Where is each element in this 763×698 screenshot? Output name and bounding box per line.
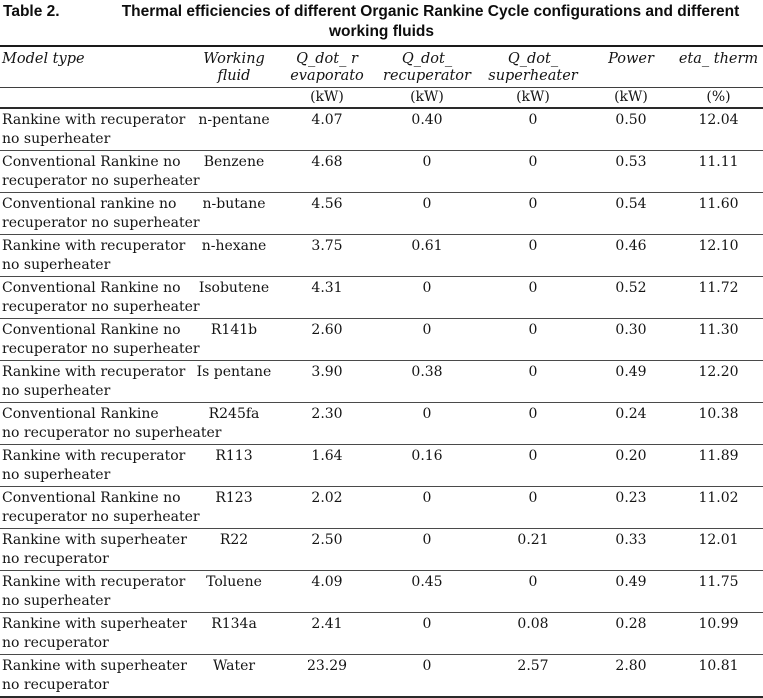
model-type-cell: [0, 487, 200, 529]
model-type-cell: [0, 151, 200, 193]
model-type-cell: [0, 403, 222, 445]
q-superheater-cell: 0: [478, 277, 588, 319]
q-recuperator-cell: 0.40: [376, 108, 478, 151]
q-evaporator-cell: 2.41: [278, 613, 376, 655]
model-type-line1: Rankine with superheater: [2, 532, 187, 548]
table-row: [0, 108, 763, 151]
table-row: [0, 403, 763, 445]
q-evaporator-cell: 4.07: [278, 108, 376, 151]
q-evaporator-cell: 4.56: [278, 193, 376, 235]
power-cell: 0.24: [588, 403, 674, 445]
table-row: [0, 529, 763, 571]
power-cell: 0.52: [588, 277, 674, 319]
power-cell: 0.30: [588, 319, 674, 361]
q-recuperator-cell: 0: [376, 151, 478, 193]
power-cell: 0.28: [588, 613, 674, 655]
eta-therm-cell: 12.01: [674, 529, 763, 571]
q-superheater-cell: 0: [478, 445, 588, 487]
column-header-q-evaporator: Q_dot_ r evaporato: [278, 46, 376, 88]
power-cell: 0.33: [588, 529, 674, 571]
q-recuperator-cell: 0: [376, 613, 478, 655]
model-type-cell: [0, 319, 200, 361]
table-row: [0, 445, 763, 487]
model-type-line1: Rankine with superheater: [2, 616, 187, 632]
eta-therm-cell: 11.72: [674, 277, 763, 319]
unit-q-recuperator: (kW): [376, 88, 478, 109]
model-type-cell: [0, 529, 190, 571]
q-recuperator-cell: 0.61: [376, 235, 478, 277]
unit-power: (kW): [588, 88, 674, 109]
eta-therm-cell: 10.99: [674, 613, 763, 655]
eta-therm-cell: 11.02: [674, 487, 763, 529]
q-evaporator-cell: 3.90: [278, 361, 376, 403]
units-row: [0, 88, 763, 109]
q-superheater-cell: 0: [478, 403, 588, 445]
q-superheater-cell: 0: [478, 151, 588, 193]
power-cell: 2.80: [615, 658, 647, 674]
working-fluid-cell: R113: [190, 445, 278, 487]
q-superheater-cell: 2.57: [517, 658, 549, 674]
q-evaporator-cell: 2.30: [278, 403, 376, 445]
eta-therm-cell: 11.60: [674, 193, 763, 235]
model-type-line1: Conventional Rankine no: [2, 490, 181, 506]
working-fluid-cell: Isobutene: [190, 277, 278, 319]
q-superheater-cell: 0: [478, 235, 588, 277]
q-evaporator-cell: 3.75: [278, 235, 376, 277]
q-evaporator-cell: 4.09: [278, 571, 376, 613]
model-type-line2: no superheater: [2, 593, 111, 609]
q-recuperator-cell: 0: [376, 487, 478, 529]
unit-working-fluid: [190, 88, 278, 109]
eta-therm-cell: 11.30: [674, 319, 763, 361]
eta-therm-cell: 12.20: [674, 361, 763, 403]
working-fluid-cell: n-hexane: [190, 235, 278, 277]
caption-text-line2: working fluids: [328, 23, 435, 40]
model-type-line2: recuperator no superheater: [2, 173, 200, 189]
unit-q-evaporator: (kW): [278, 88, 376, 109]
model-type-line2: recuperator no superheater: [2, 341, 200, 357]
working-fluid-cell: R245fa: [190, 403, 278, 445]
working-fluid-cell: Water: [212, 658, 256, 674]
power-cell: 0.23: [588, 487, 674, 529]
model-type-line2: no superheater: [2, 467, 111, 483]
working-fluid-cell: R134a: [190, 613, 278, 655]
q-superheater-cell: 0.21: [478, 529, 588, 571]
model-type-line1: Rankine with recuperator: [2, 112, 186, 128]
eta-therm-cell: 10.81: [698, 658, 739, 674]
table-row: [0, 151, 763, 193]
eta-therm-cell: 10.38: [674, 403, 763, 445]
model-type-line2: no recuperator: [2, 551, 109, 567]
model-type-line2: no recuperator no superheater: [2, 425, 222, 441]
q-evaporator-cell: 23.29: [306, 658, 348, 674]
model-type-line1: Conventional rankine no: [2, 196, 177, 212]
power-cell: 0.20: [588, 445, 674, 487]
table-caption: [0, 0, 763, 42]
q-superheater-cell: 0: [478, 571, 588, 613]
q-evaporator-cell: 4.31: [278, 277, 376, 319]
power-cell: 0.53: [588, 151, 674, 193]
eta-therm-cell: 11.89: [674, 445, 763, 487]
eta-therm-cell: 11.75: [674, 571, 763, 613]
table-row: [0, 277, 763, 319]
model-type-line1: Conventional Rankine: [2, 406, 159, 422]
q-evaporator-cell: 4.68: [278, 151, 376, 193]
q-superheater-cell: 0: [478, 361, 588, 403]
model-type-line1: Rankine with recuperator: [2, 364, 186, 380]
q-superheater-cell: 0: [478, 319, 588, 361]
model-type-line2: no superheater: [2, 131, 111, 147]
model-type-line2: recuperator no superheater: [2, 215, 200, 231]
q-recuperator-cell: 0: [376, 193, 478, 235]
table-row: [0, 571, 763, 613]
working-fluid-cell: n-pentane: [190, 108, 278, 151]
working-fluid-cell: Is pentane: [190, 361, 278, 403]
model-type-line1: Rankine with recuperator: [2, 574, 186, 590]
power-cell: 0.46: [588, 235, 674, 277]
unit-eta-therm: (%): [674, 88, 763, 109]
working-fluid-cell: R123: [190, 487, 278, 529]
q-recuperator-cell: 0: [376, 529, 478, 571]
model-type-cell: [0, 655, 190, 698]
model-type-line1: Conventional Rankine no: [2, 322, 181, 338]
model-type-line1: Rankine with superheater: [2, 658, 187, 674]
power-cell: 0.54: [588, 193, 674, 235]
model-type-line2: recuperator no superheater: [2, 509, 200, 525]
power-cell: 0.49: [588, 361, 674, 403]
caption-text-line1: Thermal efficiencies of different Organic Rankine Cycle configurations and different: [121, 3, 740, 20]
q-recuperator-cell: 0: [376, 277, 478, 319]
q-superheater-cell: 0.08: [478, 613, 588, 655]
eta-therm-cell: 12.04: [674, 108, 763, 151]
working-fluid-cell: R22: [190, 529, 278, 571]
model-type-line2: no superheater: [2, 257, 111, 273]
working-fluid-cell: n-butane: [190, 193, 278, 235]
q-recuperator-cell: 0: [376, 319, 478, 361]
q-recuperator-cell: 0.45: [376, 571, 478, 613]
model-type-cell: [0, 235, 190, 277]
q-recuperator-cell: 0.38: [376, 361, 478, 403]
model-type-line2: no recuperator: [2, 635, 109, 651]
table-row: [0, 655, 763, 698]
q-recuperator-cell: 0: [422, 658, 432, 674]
model-type-line1: Rankine with recuperator: [2, 448, 186, 464]
power-cell: 0.50: [588, 108, 674, 151]
q-evaporator-cell: 1.64: [278, 445, 376, 487]
model-type-cell: [0, 108, 190, 151]
model-type-cell: [0, 361, 190, 403]
q-superheater-cell: 0: [478, 193, 588, 235]
eta-therm-cell: 12.10: [674, 235, 763, 277]
power-cell: 0.49: [588, 571, 674, 613]
column-header-eta-therm: eta_ therm: [674, 46, 763, 88]
column-header-model-type: Model type: [0, 46, 190, 88]
table-row: [0, 487, 763, 529]
column-header-q-superheater: Q_dot_ superheater: [478, 46, 588, 88]
table-row: [0, 193, 763, 235]
model-type-cell: [0, 193, 200, 235]
orc-efficiency-table: [0, 45, 763, 698]
working-fluid-cell: Benzene: [190, 151, 278, 193]
table-body: [0, 108, 763, 697]
unit-q-superheater: (kW): [478, 88, 588, 109]
table-header: [0, 46, 763, 108]
q-recuperator-cell: 0: [376, 403, 478, 445]
table-row: [0, 613, 763, 655]
model-type-cell: [0, 571, 190, 613]
table-number-label: Table 2.: [3, 3, 60, 20]
q-superheater-cell: 0: [478, 487, 588, 529]
model-type-cell: [0, 613, 190, 655]
model-type-line2: recuperator no superheater: [2, 299, 200, 315]
model-type-cell: [0, 445, 190, 487]
column-header-q-recuperator: Q_dot_ recuperator: [376, 46, 478, 88]
model-type-line2: no recuperator: [2, 677, 109, 693]
q-evaporator-cell: 2.02: [278, 487, 376, 529]
model-type-cell: [0, 277, 200, 319]
model-type-line1: Rankine with recuperator: [2, 238, 186, 254]
column-header-row: [0, 46, 763, 88]
q-evaporator-cell: 2.50: [278, 529, 376, 571]
model-type-line1: Conventional Rankine no: [2, 154, 181, 170]
working-fluid-cell: Toluene: [190, 571, 278, 613]
model-type-line2: no superheater: [2, 383, 111, 399]
column-header-power: Power: [588, 46, 674, 88]
q-superheater-cell: 0: [478, 108, 588, 151]
q-recuperator-cell: 0.16: [376, 445, 478, 487]
unit-model-type: [0, 88, 190, 109]
table-row: [0, 319, 763, 361]
table-row: [0, 235, 763, 277]
column-header-working-fluid: Working fluid: [190, 46, 278, 88]
working-fluid-cell: R141b: [190, 319, 278, 361]
q-evaporator-cell: 2.60: [278, 319, 376, 361]
table-row: [0, 361, 763, 403]
eta-therm-cell: 11.11: [674, 151, 763, 193]
model-type-line1: Conventional Rankine no: [2, 280, 181, 296]
